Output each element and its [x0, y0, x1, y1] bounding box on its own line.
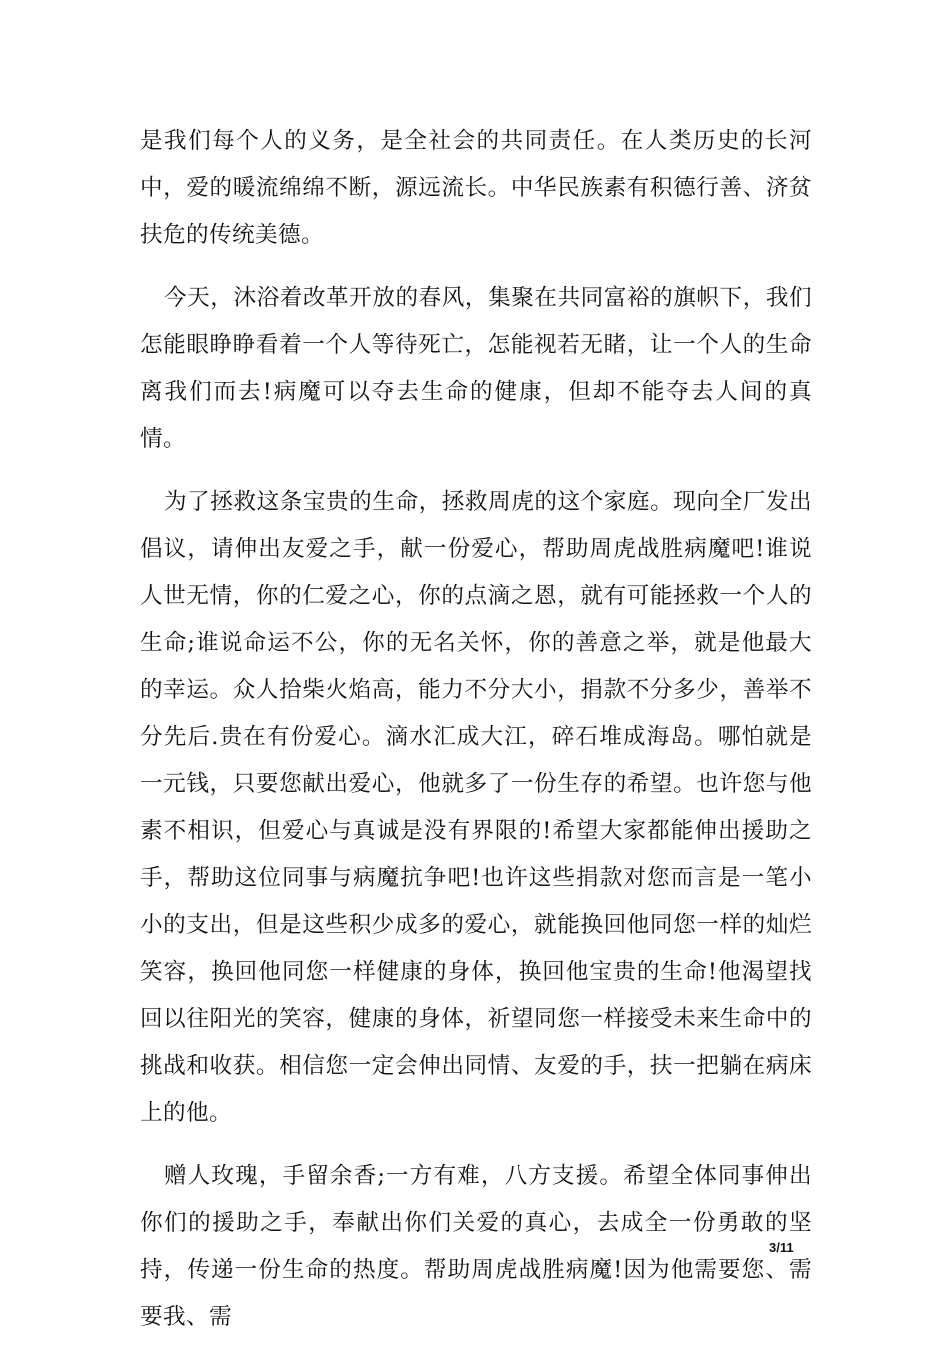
paragraph: 赠人玫瑰，手留余香;一方有难，八方支援。希望全体同事伸出你们的援助之手，奉献出你们关爱的真心，去成全一份勇敢的坚持，传递一份生命的热度。帮助周虎战胜病魔!因为他需要您、需要我、需	[140, 1163, 812, 1330]
paragraph: 为了拯救这条宝贵的生命，拯救周虎的这个家庭。现向全厂发出倡议，请伸出友爱之手，献一份爱心，帮助周虎战胜病魔吧!谁说人世无情，你的仁爱之心，你的点滴之恩，就有可能拯救一个人的生命;谁说命运不公，你的无名关怀，你的善意之举，就是他最大的幸运。众人拾柴火焰高，能力不分大小，捐款不分多少，善举不分先后.贵在有份爱心。滴水汇成大江，碎石堆成海岛。哪怕就是一元钱，只要您献出爱心，他就多了一份生存的希望。也许您与他素不相识，但爱心与真诚是没有界限的!希望大家都能伸出援助之手，帮助这位同事与病魔抗争吧!也许这些捐款对您而言是一笔小小的支出，但是这些积少成多的爱心，就能换回他同您一样的灿烂笑容，换回他同您一样健康的身体，换回他宝贵的生命!他渴望找回以往阳光的笑容，健康的身体，祈望同您一样接受未来生命中的挑战和收获。相信您一定会伸出同情、友爱的手，扶一把躺在病床上的他。	[140, 489, 812, 1126]
body-text	[140, 118, 812, 1357]
paragraph: 今天，沐浴着改革开放的春风，集聚在共同富裕的旗帜下，我们怎能眼睁睁看着一个人等待死亡，怎能视若无睹，让一个人的生命离我们而去!病魔可以夺去生命的健康，但却不能夺去人间的真情。	[140, 285, 812, 452]
paragraph-continuation: 是我们每个人的义务，是全社会的共同责任。在人类历史的长河中，爱的暖流绵绵不断，源远流长。中华民族素有积德行善、济贫扶危的传统美德。	[140, 128, 812, 248]
page-number: 3/11	[769, 1240, 794, 1255]
